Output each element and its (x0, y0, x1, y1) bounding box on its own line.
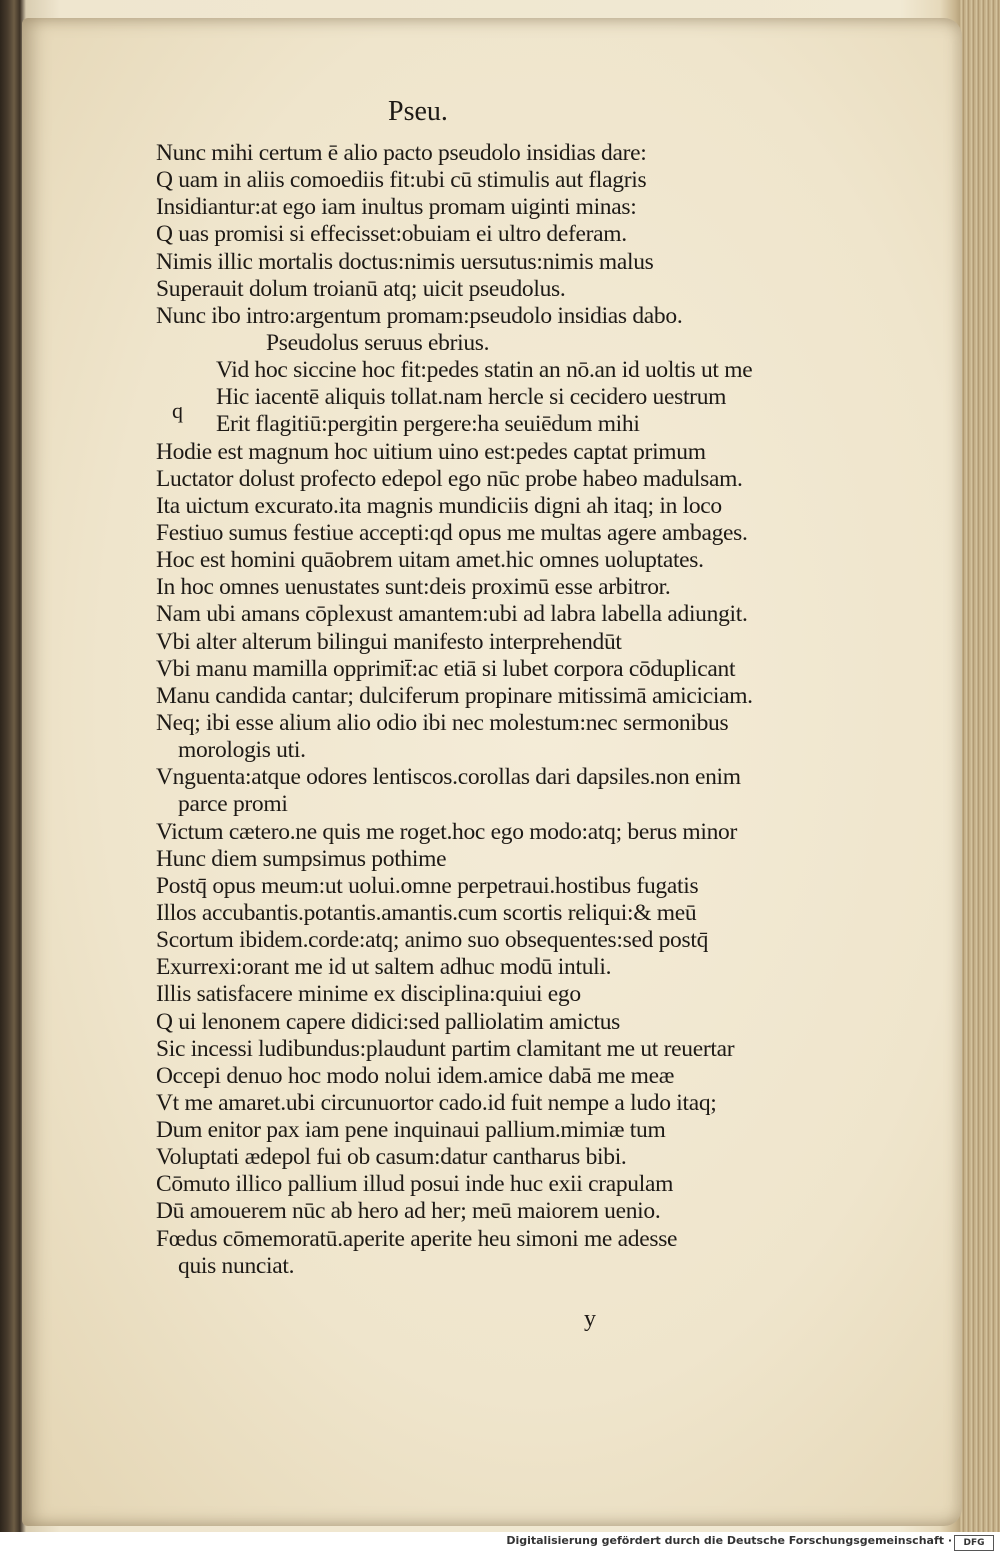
verse-line: Vt me amaret.ubi circunuortor cado.id fuit nempe a ludo itaq; (156, 1089, 717, 1116)
verse-line: Q uas promisi si effecisset:obuiam ei ultro deferam. (156, 221, 627, 248)
verse-line: Neq; ibi esse alium alio odio ibi nec molestum:nec sermonibus (156, 709, 729, 736)
verse-line: Vid hoc siccine hoc fit:pedes statin an nō.an id uoltis ut me (216, 357, 753, 384)
verse-line: Cōmuto illico pallium illud posui inde huc exii crapulam (156, 1171, 674, 1198)
verse-line: parce promi (178, 791, 288, 818)
verse-line: Festiuo sumus festiue accepti:qd opus me multas agere ambages. (156, 519, 748, 546)
verse-line: Exurrexi:orant me id ut saltem adhuc modū intuli. (156, 954, 612, 981)
verse-line: Vbi alter alterum bilingui manifesto interprehendūt (156, 628, 622, 655)
verse-line: Nunc mihi certum ē alio pacto pseudolo insidias dare: (156, 140, 647, 166)
verse-line: Manu candida cantar; dulciferum propinare mitissimā amiciciam. (156, 682, 753, 709)
verse-line: Scortum ibidem.corde:atq; animo suo obsequentes:sed postq̄ (156, 927, 709, 954)
verse-line: Occepi denuo hoc modo nolui idem.amice dabā me meæ (156, 1062, 675, 1089)
verse-line: morologis uti. (178, 737, 306, 764)
verse-line: In hoc omnes uenustates sunt:deis proximū esse arbitror. (156, 574, 671, 601)
page-edges (960, 0, 1000, 1532)
verse-line: Nam ubi amans cōplexust amantem:ubi ad labra labella adiungit. (156, 601, 748, 628)
verse-line: Q ui lenonem capere didici:sed palliolatim amictus (156, 1008, 620, 1035)
verse-line: Nunc ibo intro:argentum promam:pseudolo insidias dabo. (156, 302, 683, 329)
verse-text-block (156, 140, 916, 1280)
verse-line: Illis satisfacere minime ex disciplina:quiui ego (156, 981, 581, 1008)
running-head: Pseu. (388, 96, 448, 127)
verse-line: Hodie est magnum hoc uitium uino est:pedes captat primum (156, 438, 706, 465)
verse-line: Hoc est homini quāobrem uitam amet.hic omnes uoluptates. (156, 547, 704, 574)
verse-line: Luctator dolust profecto edepol ego nūc probe habeo madulsam. (156, 465, 743, 492)
signature-mark: y (584, 1306, 596, 1332)
verse-line: quis nunciat. (178, 1252, 295, 1279)
verse-line: Hic iacentē aliquis tollat.nam hercle si cecidero uestrum (216, 384, 727, 411)
verse-line: Insidiantur:at ego iam inultus promam uiginti minas: (156, 194, 637, 221)
verse-line: Vbi manu mamilla opprimit̄:ac etiā si lubet corpora cōduplicant (156, 655, 736, 682)
verse-line: Voluptati ædepol fui ob casum:datur cantharus bibi. (156, 1144, 627, 1171)
verse-line: Illos accubantis.potantis.amantis.cum scortis reliqui:& meū (156, 899, 697, 926)
dfg-logo: DFG (954, 1535, 994, 1551)
verse-line: Hunc diem sumpsimus pothime (156, 845, 447, 872)
verse-line: Fœdus cōmemoratū.aperite aperite heu simoni me adesse (156, 1225, 678, 1252)
verse-line: Ita uictum excurato.ita magnis mundiciis digni ah itaq; in loco (156, 492, 722, 519)
verse-line: Victum cætero.ne quis me roget.hoc ego modo:atq; berus minor (156, 818, 738, 845)
verse-line: Pseudolus seruus ebrius. (266, 329, 490, 356)
guide-letter: q (172, 398, 183, 423)
verse-line: Q uam in aliis comoediis fit:ubi cū stimulis aut flagris (156, 167, 647, 194)
verse-line: Sic incessi ludibundus:plaudunt partim clamitant me ut reuertar (156, 1035, 735, 1062)
verse-line: Postq̄ opus meum:ut uolui.omne perpetraui.hostibus fugatis (156, 872, 699, 899)
verse-line: Superauit dolum troianū atq; uicit pseudolus. (156, 275, 566, 302)
verse-line: Dum enitor pax iam pene inquinaui pallium.mimiæ tum (156, 1117, 666, 1144)
verse-line: Dū amouerem nūc ab hero ad her; meū maiorem uenio. (156, 1198, 661, 1225)
verse-line: Vnguenta:atque odores lentiscos.corollas dari dapsiles.non enim (156, 764, 741, 791)
digitization-credit: Digitalisierung gefördert durch die Deutsche Forschungsgemeinschaft · (506, 1534, 952, 1547)
verse-line: Nimis illic mortalis doctus:nimis uersutus:nimis malus (156, 248, 654, 275)
verse-line: Erit flagitiū:pergitin pergere:ha seuiēdum mihi (216, 411, 640, 438)
